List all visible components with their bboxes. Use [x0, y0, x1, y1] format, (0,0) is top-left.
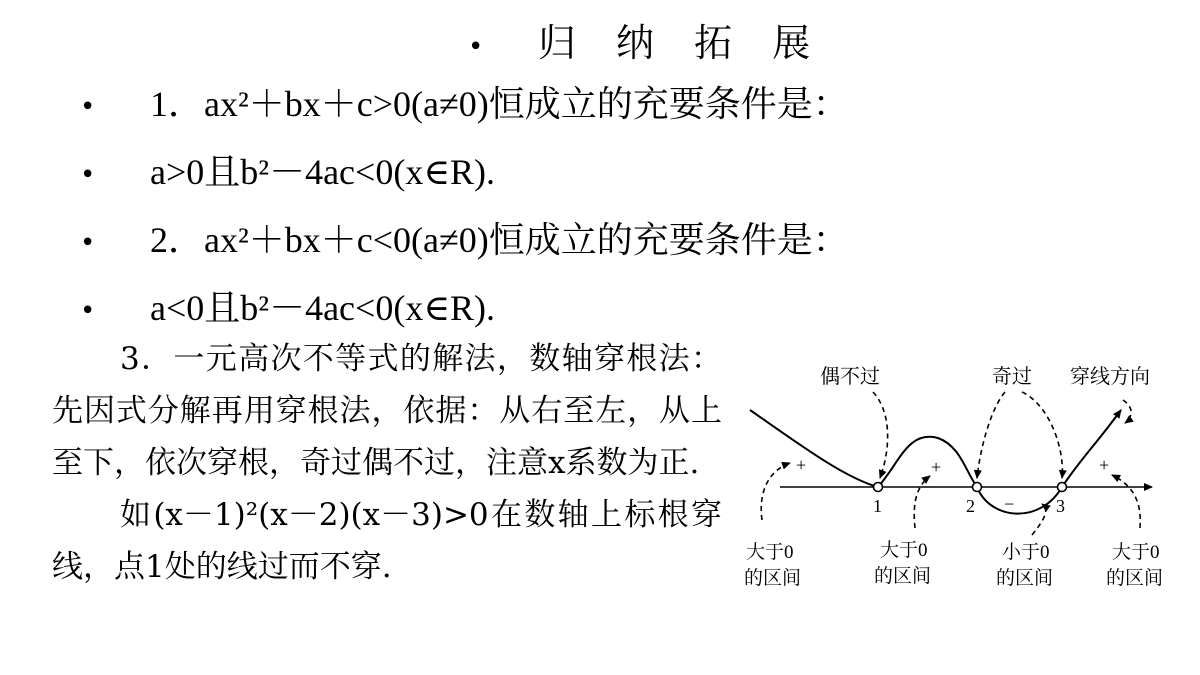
bullet: •: [80, 92, 96, 122]
pointer-arrow: [1112, 475, 1140, 528]
root-label: 1: [873, 496, 882, 516]
root-point-1: [874, 483, 883, 492]
heading-bullet: •: [468, 31, 484, 62]
region-label: 大于0 的区间: [874, 540, 932, 587]
odd-cross-label: 奇过: [992, 366, 1032, 388]
section-heading: [468, 12, 824, 67]
pointer-arrow: [873, 392, 888, 478]
list-item: [80, 286, 495, 333]
region-label: 小于0 的区间: [996, 542, 1054, 589]
explanation-block: [52, 333, 722, 593]
root-label: 3: [1056, 496, 1065, 516]
list-item: [80, 150, 495, 197]
curve-arrow: [1112, 410, 1121, 422]
root-point-3: [1058, 483, 1067, 492]
region-label: 大于0 的区间: [744, 542, 802, 589]
root-label: 2: [966, 496, 975, 516]
pointer-arrow: [761, 463, 790, 520]
bullet: •: [80, 296, 96, 326]
bullet: •: [80, 160, 96, 190]
pointer-arrow: [914, 476, 930, 528]
sign-label: −: [1004, 494, 1015, 514]
method-paragraph: 3．一元高次不等式的解法，数轴穿根法：先因式分解再用穿根法，依据：从右至左，从上至下，依次穿根，奇过偶不过，注意x系数为正.: [52, 341, 722, 481]
region-label: 大于0 的区间: [1106, 542, 1164, 589]
pointer-arrow: [1123, 400, 1131, 423]
heading-text: 归 纳 拓 展: [538, 21, 825, 65]
condition-text: 2．ax²＋bx＋c<0(a≠0)恒成立的充要条件是：: [150, 220, 849, 260]
sign-label: +: [796, 455, 807, 475]
example-paragraph: 如(x－1)²(x－2)(x－3)>0在数轴上标根穿线，点1处的线过而不穿.: [52, 497, 722, 585]
pointer-arrow: [977, 392, 1005, 478]
pointer-arrow: [1022, 392, 1062, 478]
even-no-cross-label: 偶不过: [820, 366, 880, 388]
condition-text: 1．ax²＋bx＋c>0(a≠0)恒成立的充要条件是：: [150, 84, 849, 124]
list-item: [80, 218, 849, 265]
sign-label: +: [931, 457, 942, 477]
bullet: •: [80, 228, 96, 258]
condition-text: a>0且b²－4ac<0(x∈R).: [150, 152, 495, 192]
condition-text: a<0且b²－4ac<0(x∈R).: [150, 288, 495, 328]
sign-label: +: [1099, 455, 1110, 475]
root-crossing-diagram: [740, 350, 1185, 600]
list-item: [80, 82, 849, 129]
root-point-2: [973, 483, 982, 492]
direction-label: 穿线方向: [1070, 366, 1150, 388]
